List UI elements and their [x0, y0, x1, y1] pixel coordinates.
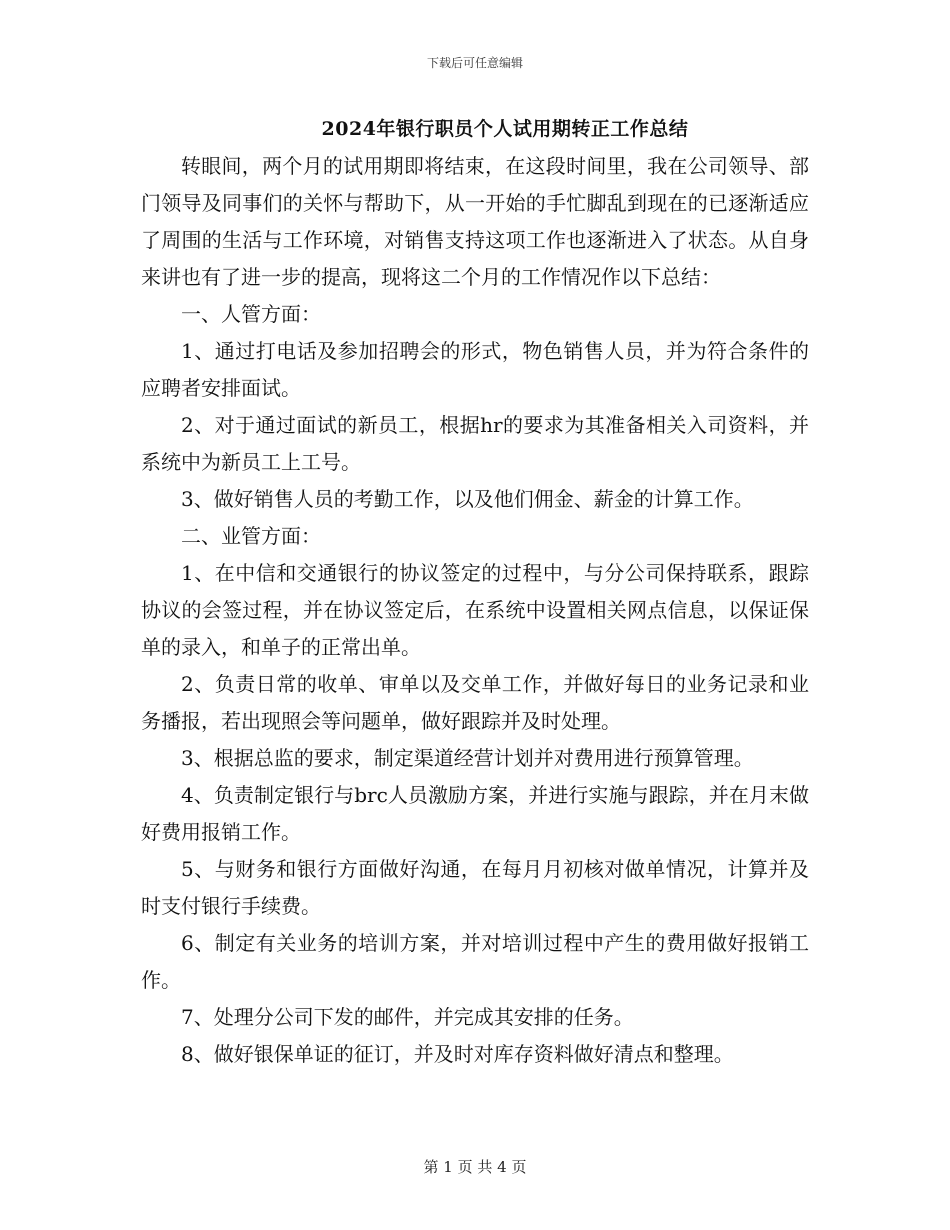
list-item: 4、负责制定银行与brc人员激励方案，并进行实施与跟踪，并在月末做好费用报销工作。 [141, 783, 809, 844]
list-item: 7、处理分公司下发的邮件，并完成其安排的任务。 [181, 1005, 634, 1029]
list-item: 2、负责日常的收单、审单以及交单工作，并做好每日的业务记录和业务播报，若出现照会等问题单，做好跟踪并及时处理。 [141, 672, 809, 733]
document-body [141, 148, 809, 1073]
list-item: 8、做好银保单证的征订，并及时对库存资料做好清点和整理。 [181, 1042, 734, 1066]
section-heading-personnel: 一、人管方面： [181, 302, 321, 326]
list-item: 2、对于通过面试的新员工，根据hr的要求为其准备相关入司资料，并系统中为新员工上工号。 [141, 413, 809, 474]
list-item: 6、制定有关业务的培训方案，并对培训过程中产生的费用做好报销工作。 [141, 931, 809, 992]
section-heading-business: 二、业管方面： [181, 524, 321, 548]
document-title: 2024年银行职员个人试用期转正工作总结 [321, 118, 689, 140]
header-note: 下载后可任意编辑 [426, 56, 523, 70]
list-item: 1、通过打电话及参加招聘会的形式，物色销售人员，并为符合条件的应聘者安排面试。 [141, 339, 809, 400]
list-item: 3、做好销售人员的考勤工作，以及他们佣金、薪金的计算工作。 [181, 487, 754, 511]
list-item: 1、在中信和交通银行的协议签定的过程中，与分公司保持联系，跟踪协议的会签过程，并在协议签定后，在系统中设置相关网点信息，以保证保单的录入，和单子的正常出单。 [141, 561, 809, 659]
paragraph-intro: 转眼间，两个月的试用期即将结束，在这段时间里，我在公司领导、部门领导及同事们的关怀与帮助下，从一开始的手忙脚乱到现在的已逐渐适应了周围的生活与工作环境，对销售支持这项工作也逐渐进入了状态。从自身来讲也有了进一步的提高，现将这二个月的工作情况作以下总结： [141, 154, 809, 289]
page-number-footer: 第 1 页 共 4 页 [423, 1158, 527, 1176]
list-item: 3、根据总监的要求，制定渠道经营计划并对费用进行预算管理。 [181, 746, 754, 770]
list-item: 5、与财务和银行方面做好沟通，在每月月初核对做单情况，计算并及时支付银行手续费。 [141, 857, 809, 918]
